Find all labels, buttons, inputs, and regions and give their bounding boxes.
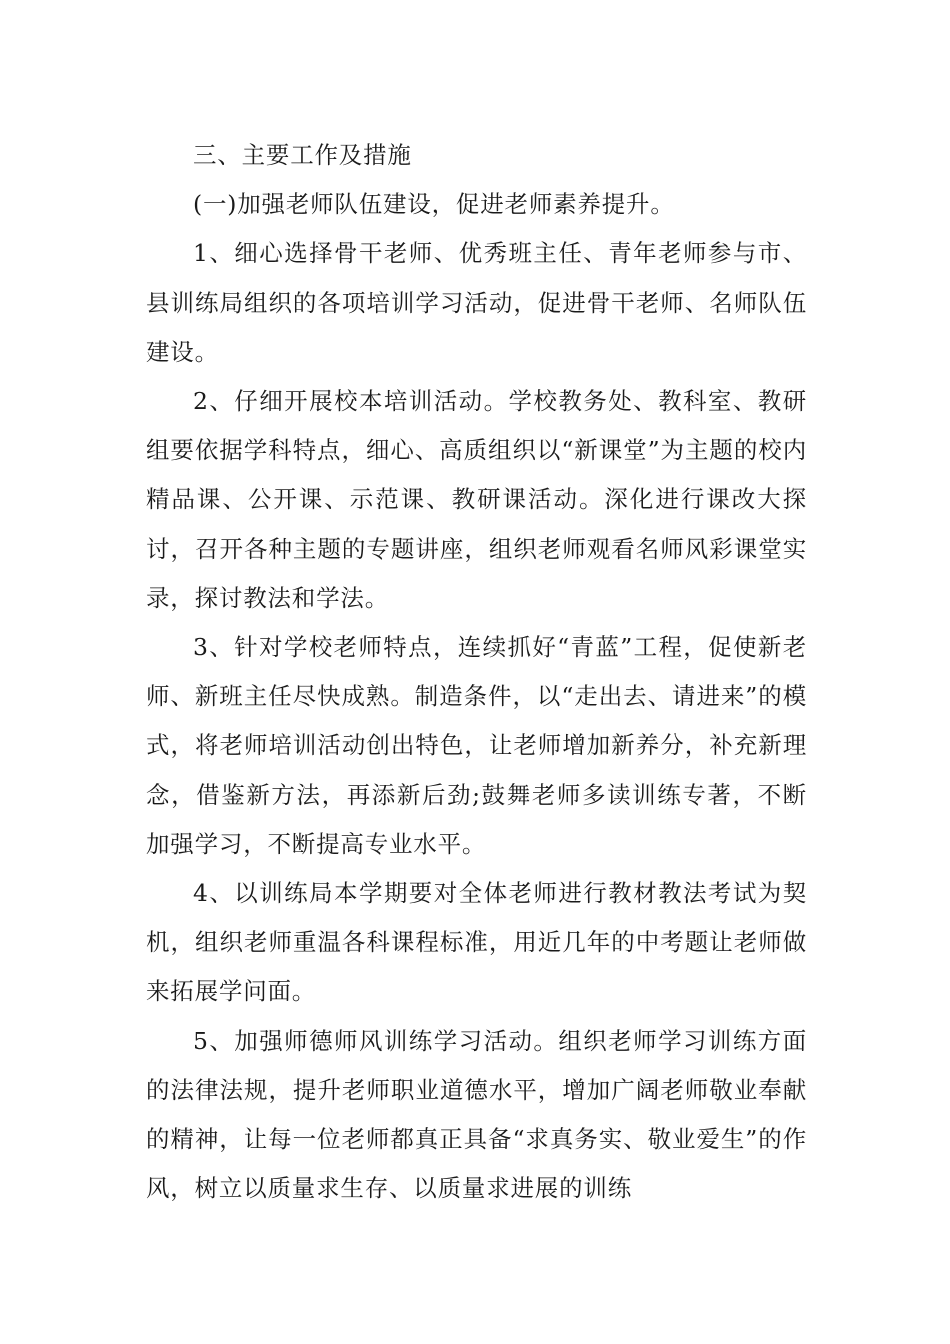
- paragraph-5: 5、加强师德师风训练学习活动。组织老师学习训练方面的法律法规，提升老师职业道德水平，增加广阔老师敬业奉献的精神，让每一位老师都真正具备“求真务实、敬业爱生”的作风，树立以质量求生存、以质量求进展的训练: [146, 1026, 807, 1203]
- section-heading: 三、主要工作及措施: [193, 141, 412, 169]
- paragraph-4: 4、以训练局本学期要对全体老师进行教材教法考试为契机，组织老师重温各科课程标准，用近几年的中考题让老师做来拓展学问面。: [146, 879, 807, 1006]
- document-body: [146, 131, 807, 1213]
- paragraph-3: 3、针对学校老师特点，连续抓好“青蓝”工程，促使新老师、新班主任尽快成熟。制造条件，以“走出去、请进来”的模式，将老师培训活动创出特色，让老师增加新养分，补充新理念，借鉴新方法，再添新后劲;鼓舞老师多读训练专著，不断加强学习，不断提高专业水平。: [146, 633, 807, 858]
- paragraph-2: 2、仔细开展校本培训活动。学校教务处、教科室、教研组要依据学科特点，细心、高质组织以“新课堂”为主题的校内精品课、公开课、示范课、教研课活动。深化进行课改大探讨，召开各种主题的专题讲座，组织老师观看名师风彩课堂实录，探讨教法和学法。: [146, 387, 807, 612]
- subsection-heading: (一)加强老师队伍建设，促进老师素养提升。: [193, 190, 675, 219]
- paragraph-1: 1、细心选择骨干老师、优秀班主任、青年老师参与市、县训练局组织的各项培训学习活动，促进骨干老师、名师队伍建设。: [146, 239, 807, 366]
